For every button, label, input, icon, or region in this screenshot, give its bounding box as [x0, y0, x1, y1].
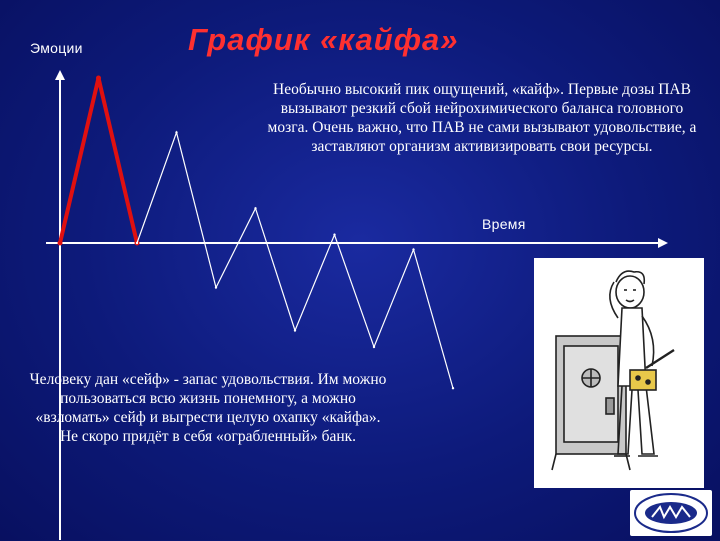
x-axis-label: Время	[482, 216, 526, 232]
man-with-safe-drawing	[534, 258, 704, 488]
declining-zigzag-line	[137, 132, 453, 388]
series-2-point	[412, 248, 414, 250]
series-2-point	[452, 387, 454, 389]
first-peak-line	[60, 78, 137, 243]
logo-emblem-icon	[630, 490, 712, 536]
series-1-point	[96, 76, 101, 81]
series-2-point	[294, 329, 296, 331]
series-1-point	[58, 241, 63, 246]
series-2-point	[175, 131, 177, 133]
series-2-point	[333, 234, 335, 236]
slide-title: График «кайфа»	[188, 22, 459, 57]
description-text: Необычно высокий пик ощущений, «кайф». Первые дозы ПАВ вызывают резкий сбой нейрохимического баланса головного мозга. Очень важно, что ПАВ не сами вызывают удовольствие, а заставляют организм активизировать свои ресурсы.	[267, 81, 697, 155]
x-axis-arrow	[658, 238, 668, 248]
series-2-point	[136, 242, 138, 244]
organization-logo	[630, 490, 712, 536]
y-axis-arrow	[55, 70, 65, 80]
caption-text: Человеку дан «сейф» - запас удовольствия. Им можно пользоваться всю жизнь понемногу, а можно «взломать» сейф и выгрести целую охапку «кайфа». Не скоро придёт в себя «ограбленный» банк.	[29, 371, 387, 445]
series-2-point	[254, 207, 256, 209]
series-2-point	[373, 346, 375, 348]
series-2-point	[215, 286, 217, 288]
cartoon-illustration	[534, 258, 704, 488]
y-axis-label: Эмоции	[30, 40, 83, 56]
